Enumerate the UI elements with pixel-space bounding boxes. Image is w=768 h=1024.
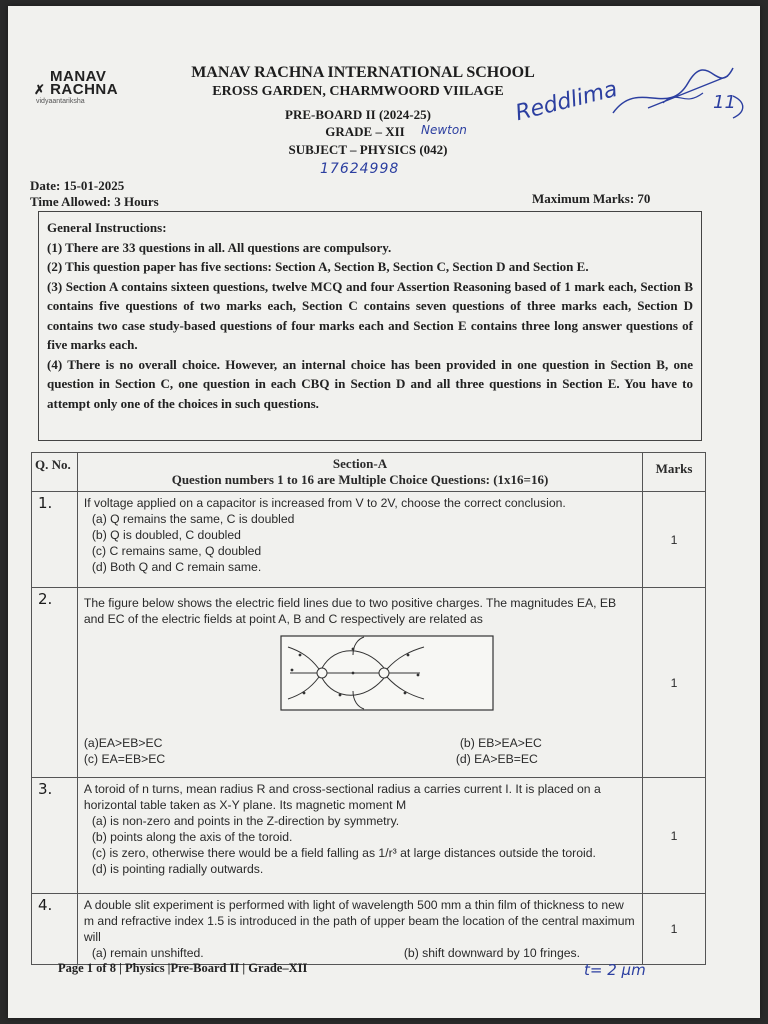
col-header-qno: Q. No. bbox=[32, 453, 78, 492]
options-row bbox=[84, 945, 636, 961]
question-number: 2. bbox=[38, 590, 53, 608]
marks-cell: 1 bbox=[643, 588, 706, 778]
instruction-item: (4) There is no overall choice. However, an internal choice has been provided in one question in Section B, one question in Section C, one question in each CBQ in Section D and all three questions in Section E. You have to attempt only one of the choices in such questions. bbox=[47, 356, 693, 411]
question-text: A toroid of n turns, mean radius R and cross-sectional radius a carries current I. It is placed on a horizontal table taken as X-Y plane. Its magnetic moment M bbox=[83, 782, 601, 812]
instruction-item: (2) This question paper has five sections: Section A, Section B, Section C, Section D and Section E. bbox=[47, 259, 589, 274]
school-logo bbox=[34, 68, 154, 105]
exam-date: Date: 15-01-2025 bbox=[30, 178, 125, 193]
logo-text-manav: MANAV bbox=[50, 68, 107, 85]
marks-cell: 1 bbox=[643, 894, 706, 965]
question-cell bbox=[77, 588, 642, 778]
handwritten-score: 11 bbox=[713, 92, 736, 113]
handwritten-signature: Reddlima bbox=[513, 76, 620, 127]
option: (c) is zero, otherwise there would be a field falling as 1/r³ at large distances outside the toroid. bbox=[91, 846, 596, 860]
section-subtitle: Question numbers 1 to 16 are Multiple Choice Questions: (1x16=16) bbox=[171, 472, 549, 487]
option: (d) is pointing radially outwards. bbox=[91, 862, 264, 876]
table-row bbox=[32, 588, 706, 778]
option: (b) EB>EA>EC bbox=[459, 736, 542, 750]
table-header-row bbox=[32, 453, 706, 492]
marks-cell: 1 bbox=[643, 492, 706, 588]
logo-mark-icon: ✗ bbox=[34, 82, 46, 97]
question-text: A double slit experiment is performed with light of wavelength 500 mm a thin film of thickness to new m and refractive index 1.5 is introduced in the path of upper beam the location of the central maximum will bbox=[83, 898, 635, 944]
option: (d) Both Q and C remain same. bbox=[91, 560, 262, 574]
question-text: The figure below shows the electric field lines due to two positive charges. The magnitudes EA, EB and EC of the electric fields at point A, B and C respectively are related as bbox=[83, 596, 617, 626]
time-allowed: Time Allowed: 3 Hours bbox=[30, 194, 159, 209]
question-number-cell bbox=[32, 894, 78, 965]
marks-cell: 1 bbox=[643, 778, 706, 894]
logo-tagline: vidyaantariksha bbox=[36, 98, 85, 105]
option: (b) points along the axis of the toroid. bbox=[91, 830, 293, 844]
option: (c) C remains same, Q doubled bbox=[91, 544, 262, 558]
question-number-cell bbox=[32, 492, 78, 588]
electric-field-figure bbox=[280, 635, 494, 711]
exam-name: PRE-BOARD II (2024-25) bbox=[285, 107, 431, 122]
maximum-marks: Maximum Marks: 70 bbox=[532, 191, 651, 206]
question-number: 3. bbox=[38, 780, 53, 798]
question-number: 4. bbox=[38, 896, 53, 914]
handwritten-section: Newton bbox=[421, 123, 467, 137]
question-cell bbox=[77, 492, 642, 588]
exam-paper bbox=[8, 6, 760, 1018]
question-text: If voltage applied on a capacitor is increased from V to 2V, choose the correct conclusion. bbox=[83, 496, 566, 510]
school-name: MANAV RACHNA INTERNATIONAL SCHOOL bbox=[191, 64, 535, 81]
page-footer: Page 1 of 8 | Physics |Pre-Board II | Grade–XII bbox=[58, 961, 308, 975]
instructions-title: General Instructions: bbox=[47, 220, 167, 235]
table-row bbox=[32, 492, 706, 588]
question-cell bbox=[77, 894, 642, 965]
section-heading bbox=[77, 453, 642, 492]
table-row bbox=[32, 894, 706, 965]
options-row bbox=[84, 751, 636, 767]
school-campus: EROSS GARDEN, CHARMWOORD VIILAGE bbox=[212, 84, 504, 99]
option: (a) remain unshifted. bbox=[91, 946, 204, 960]
section-title: Section-A bbox=[332, 456, 388, 471]
option: (a) Q remains the same, C is doubled bbox=[91, 512, 295, 526]
col-header-marks: Marks bbox=[643, 453, 706, 492]
grade-label: GRADE – XII bbox=[325, 124, 405, 139]
option: (a) is non-zero and points in the Z-direction by symmetry. bbox=[91, 814, 400, 828]
table-row bbox=[32, 778, 706, 894]
instruction-item: (1) There are 33 questions in all. All questions are compulsory. bbox=[47, 239, 392, 255]
question-number: 1. bbox=[38, 494, 53, 512]
option: (d) EA>EB=EC bbox=[455, 752, 538, 766]
option: (b) shift downward by 10 fringes. bbox=[403, 946, 580, 960]
logo-text-rachna-label: RACHNA bbox=[50, 81, 119, 98]
question-cell bbox=[77, 778, 642, 894]
general-instructions bbox=[38, 211, 702, 441]
option: (a)EA>EB>EC bbox=[83, 736, 163, 750]
score-bracket bbox=[730, 94, 750, 120]
instruction-item: (3) Section A contains sixteen questions, twelve MCQ and four Assertion Reasoning based of 1 mark each, Section B contains five questions of two marks each, Section C contains seven questions of three marks each, Section D contains two case study-based questions of four marks each and Section E contains three long answer questions of five marks each. bbox=[47, 278, 693, 352]
logo-text-rachna bbox=[34, 81, 154, 98]
subject-label: SUBJECT – PHYSICS (042) bbox=[288, 142, 448, 157]
question-number-cell bbox=[32, 778, 78, 894]
question-table bbox=[31, 452, 706, 965]
option: (c) EA=EB>EC bbox=[83, 752, 166, 766]
option: (b) Q is doubled, C doubled bbox=[91, 528, 241, 542]
question-number-cell bbox=[32, 588, 78, 778]
handwritten-roll-number: 17624998 bbox=[320, 161, 400, 177]
options-row bbox=[84, 735, 636, 751]
handwritten-footer-note: t= 2 μm bbox=[584, 961, 646, 979]
